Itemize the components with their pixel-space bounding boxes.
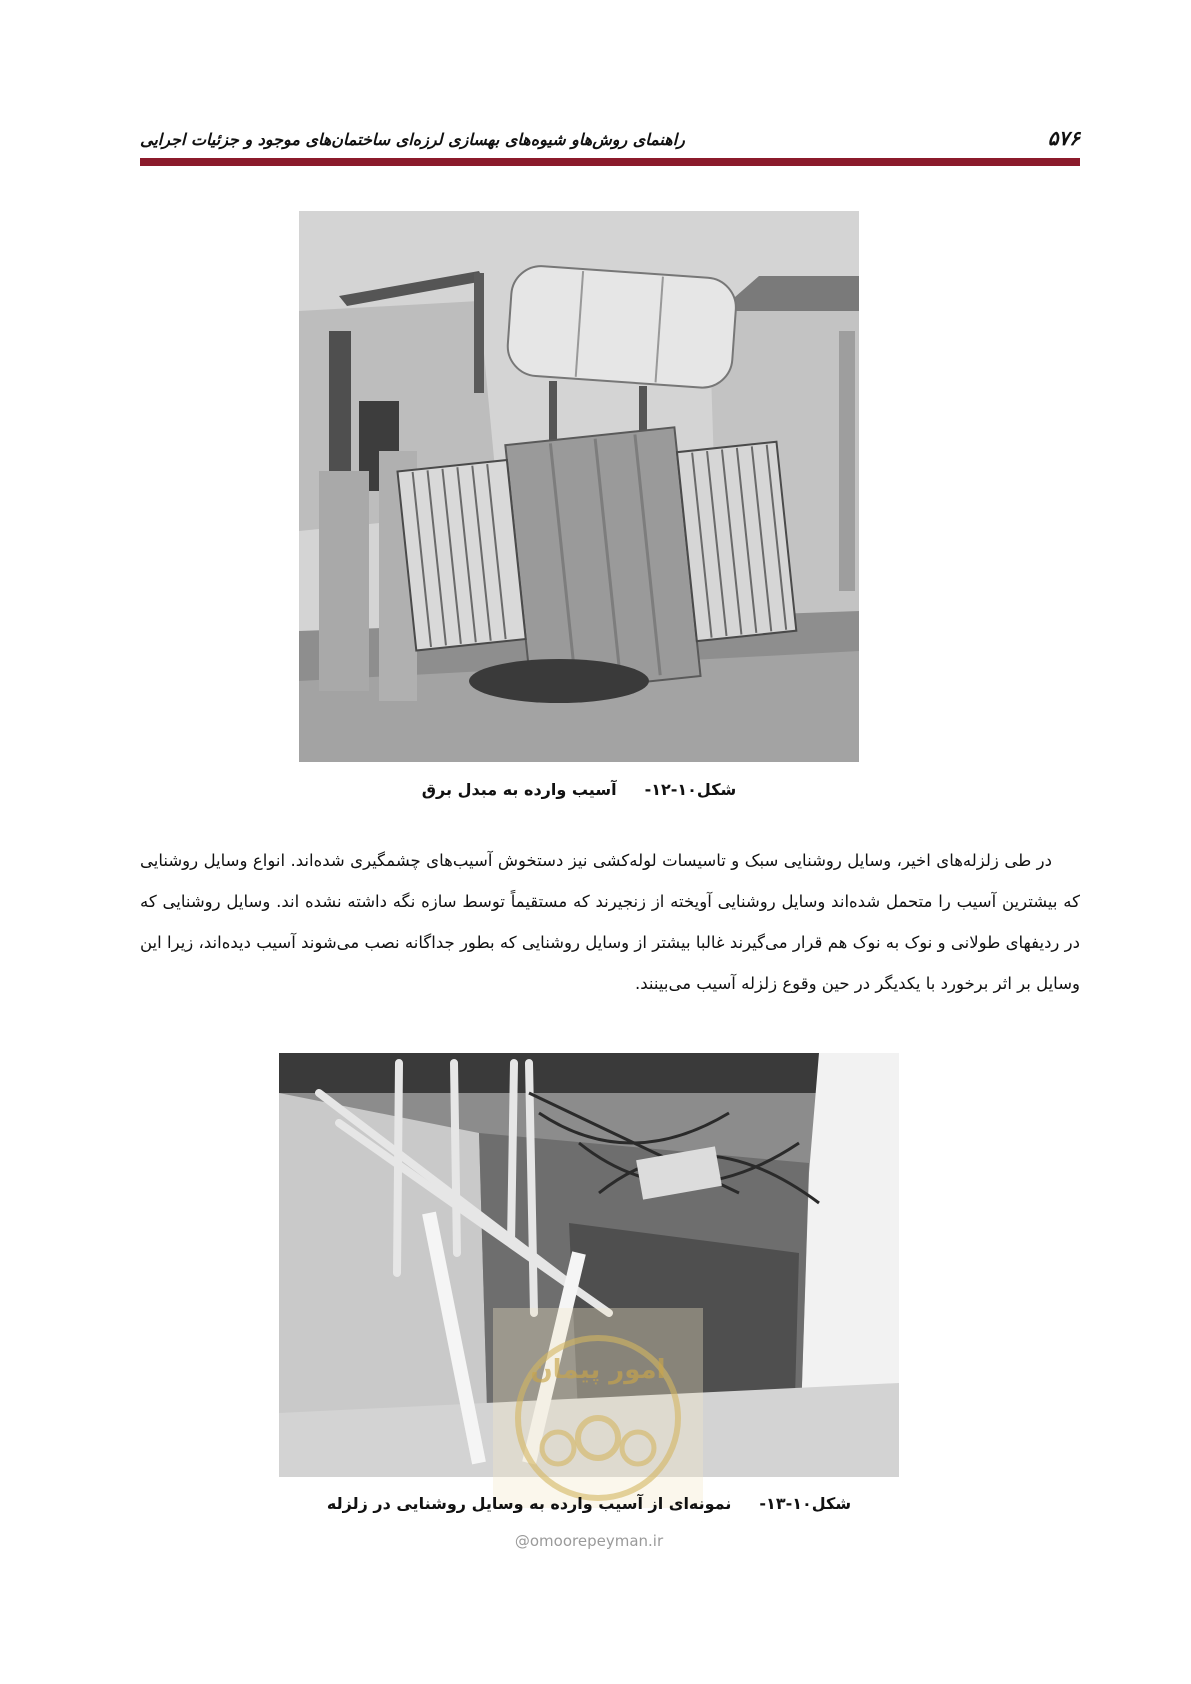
running-title: راهنمای روش‌هاو شیوه‌های بهسازی لرزه‌ای ساختمان‌های موجود و جزئیات اجرایی [140,130,685,149]
figure-1-title: آسیب وارده به مبدل برق [421,780,617,799]
transformer-photo-illustration [299,211,859,762]
seal-watermark-icon [493,1308,703,1508]
website-watermark: @omoorepeyman.ir [514,1532,664,1550]
page-number: ۵۷۶ [1047,126,1080,150]
transformer-damage-photo [299,211,859,762]
figure-1-caption [299,780,859,799]
figure-2-caption [279,1494,899,1513]
figure-1-number: شکل۱۰-۱۲- [644,780,737,799]
seal-text: امور پیمان [530,1355,666,1385]
body-text [140,840,1080,1004]
figure-2-title: نمونه‌ای از آسیب وارده به وسایل روشنایی در زلزله [326,1494,732,1513]
page-header [140,126,1080,152]
body-paragraph: در طی زلزله‌های اخیر، وسایل روشنایی سبک و تاسیسات لوله‌کشی نیز دستخوش آسیب‌های چشمگیری شده‌اند. انواع وسایل روشنایی که بیشترین آسیب را متحمل شده‌اند وسایل روشنایی آویخته از زنجیرند که مستقیماً توسط سازه نگه داشته نشده اند. وسایل روشنایی که در ردیفهای طولانی و نوک به نوک هم قرار می‌گیرند غالبا بیشتر از وسایل روشنایی که بطور جداگانه نصب می‌شوند آسیب دیده‌اند، زیرا این وسایل بر اثر برخورد با یکدیگر در حین وقوع زلزله آسیب می‌بینند. [140,851,1080,993]
header-rule [140,158,1080,166]
figure-2-number: شکل۱۰-۱۳- [759,1494,852,1513]
